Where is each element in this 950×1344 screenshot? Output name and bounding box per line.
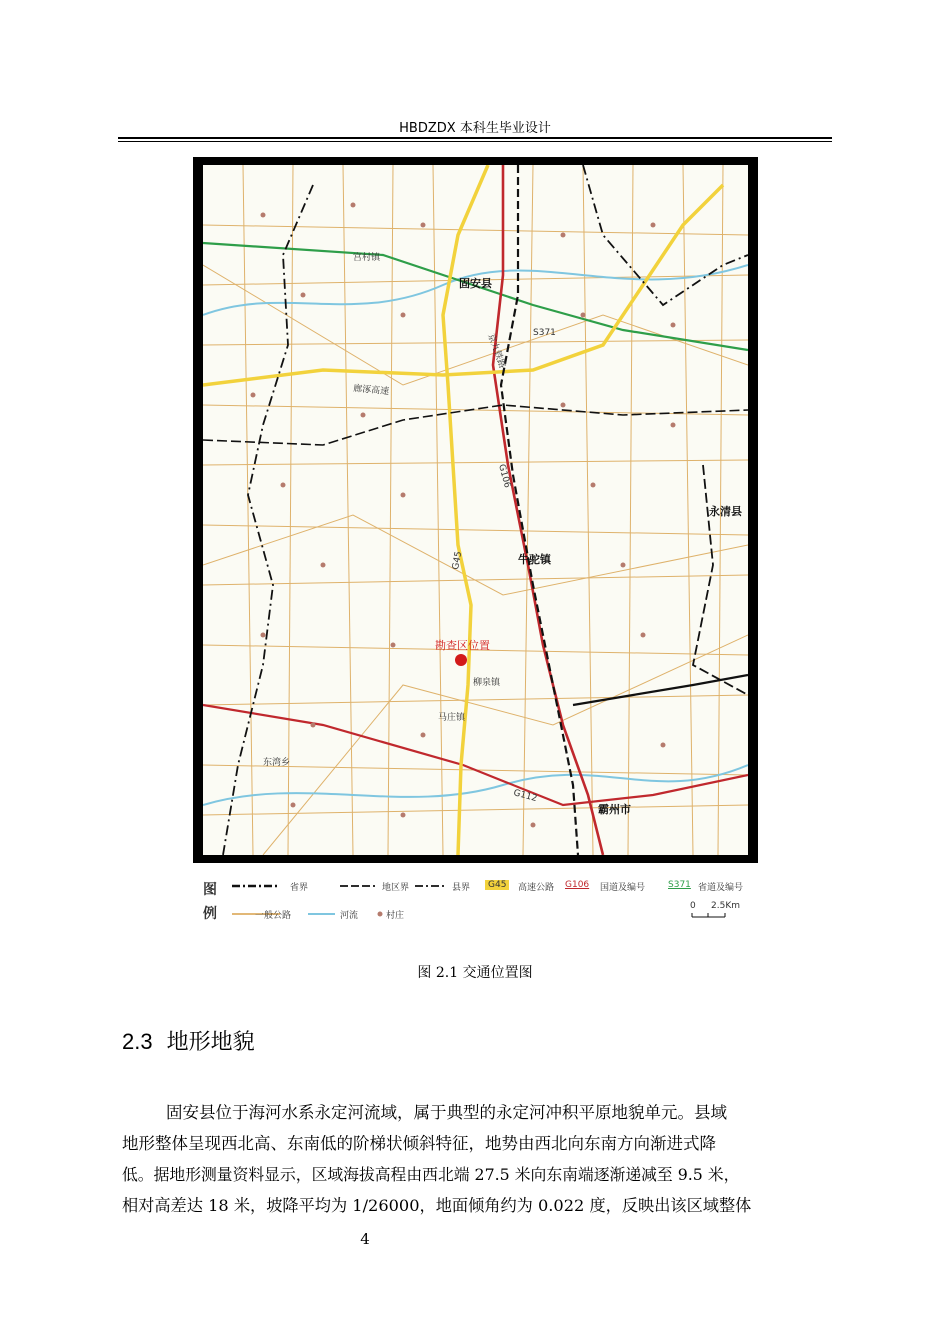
label-county: 固安县 [459,277,492,290]
site-marker [455,654,467,666]
section-number: 2.3 [122,1029,153,1054]
figure-caption: 图 2.1 交通位置图 [417,965,533,981]
label-s371: S371 [533,328,556,338]
paragraph-line: 低。据地形测量资料显示，区域海拔高程由西北端 27.5 米向东南端逐渐递减至 9.5 米， [122,1165,740,1184]
railway [501,165,578,855]
label-county2: 永清县 [709,505,742,518]
scale-start: 0 [690,901,696,911]
national-road-g106 [493,165,603,855]
expressway-g45 [443,165,488,855]
label-g106: G106 [496,463,513,490]
label-g112: G112 [512,788,539,805]
legend-district: 地区界 [382,883,410,893]
traffic-location-map [193,157,758,863]
general-roads [203,165,748,855]
label-town3: 柳泉镇 [473,678,501,688]
paragraph-line: 地形整体呈现西北高、东南低的阶梯状倾斜特征，地势由西北向东南方向渐进式降 [122,1134,716,1153]
county-boundary-south [573,675,748,705]
header-rule-thin [118,141,832,142]
district-boundary [203,405,748,445]
label-railway: 京九铁路 [485,332,507,370]
paragraph-line: 相对高差达 18 米，坡降平均为 1/26000，地面倾角约为 0.022 度，反映出该区域整体 [122,1196,752,1215]
label-town5: 东湾乡 [263,758,291,768]
label-town1: 牛驼镇 [518,553,551,566]
legend-title-1: 图 [203,882,217,898]
map-legend [200,875,760,925]
scale-end: 2.5Km [711,901,740,911]
national-road-g112 [203,705,748,805]
label-town4: 马庄镇 [438,713,466,723]
section-heading [122,1025,255,1056]
legend-s371: S371 [668,880,691,890]
legend-g45: G45 [485,880,509,890]
legend-river: 河流 [340,911,359,921]
legend-expressway: 高速公路 [518,883,555,893]
legend-province: 省界 [290,883,309,893]
header-rule [118,137,832,139]
map-canvas [203,165,748,855]
label-town2: 宫村镇 [353,253,381,263]
provincial-road-s371 [203,243,748,350]
label-g45: G45 [451,550,465,571]
label-expressway: 廊涿高速 [352,384,390,398]
legend-county: 县界 [452,883,471,893]
label-city: 霸州市 [598,803,631,816]
page-header: HBDZDX 本科生毕业设计 [399,121,551,136]
section-title: 地形地貌 [166,1030,255,1055]
page-number: 4 [360,1230,370,1248]
legend-provincial: 省道及编号 [698,883,744,893]
rivers [203,265,748,805]
paragraph-line: 固安县位于海河水系永定河流域，属于典型的永定河冲积平原地貌单元。县域 [166,1103,727,1122]
label-site: 勘查区位置 [435,639,490,652]
legend-general-road: 一般公路 [255,911,292,921]
map-svg [203,165,748,855]
legend-g106: G106 [565,880,590,890]
legend-village: 村庄 [386,911,405,921]
legend-national: 国道及编号 [600,883,646,893]
legend-title-2: 例 [203,906,217,922]
